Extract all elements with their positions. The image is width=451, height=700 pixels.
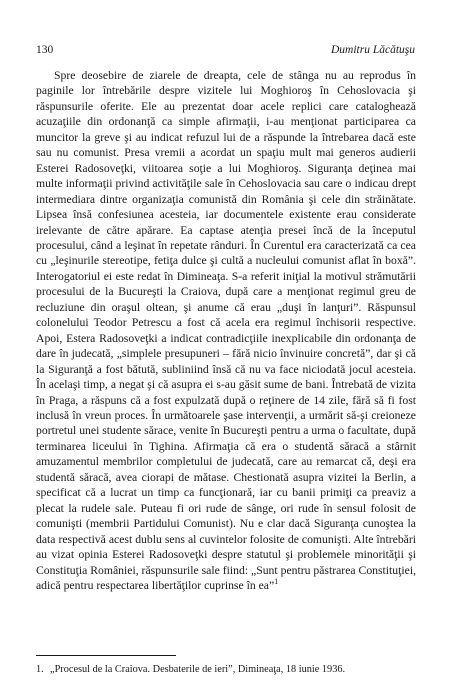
footnote-text: „Procesul de la Craiova. Desbaterile de ieri”, Dimineaţa, 18 iunie 1936. [50, 664, 346, 675]
footnote-divider [36, 655, 176, 656]
footnote-number: 1. [36, 664, 44, 675]
page-header [36, 43, 415, 57]
footnote [36, 663, 416, 676]
page-number: 130 [36, 44, 54, 56]
running-head-author: Dumitru Lăcătuşu [330, 44, 415, 56]
footnote-reference: 1 [274, 577, 279, 587]
paragraph [36, 68, 416, 593]
main-text [36, 68, 416, 593]
paragraph-text: Spre deosebire de ziarele de dreapta, cele de stânga nu au reprodus în paginile lor întrebările despre vizitele lui Moghioroş în Cehoslovacia şi răspunsurile oferite. Ele au prezentat doar acele replici care cataloghează acuzaţiile din ordonanţă ca simple afirmaţii, i-au menţionat participarea ca muncitor la greve şi au indicat refuzul lui de a răspunde la întrebarea dacă este sau nu comunist. Presa vremii a acordat un spaţiu mult mai generos audierii Esterei Radosoveţki, viitoarea soţie a lui Moghioroş. Siguranţa deţinea mai multe informaţii privind activităţile sale în Cehoslovacia sau care o indicau drept intermediara dintre organizaţia comunistă din România şi cele din străinătate. Lipsea însă confesiunea acesteia, iar documentele existente erau considerate irelevante de către apărare. Ea captase atenţia presei încă de la începutul procesului, când a leşinat în repetate rânduri. În Curentul era caracterizată ca cea cu „leşinurile stereotipe, fetiţa dulce şi cultă a nucleului comunist aflat în boxă”. Interogatoriul ei este redat în Dimineaţa. S-a referit iniţial la motivul strămutării procesului de la Bucureşti la Craiova, după care a menţionat regimul greu de recluziune din oraşul oltean, şi anume că erau „duşi în lanţuri”. Răspunsul colonelului Teodor Petrescu a fost că acela era regimul închisorii respective. Apoi, Estera Radosoveţki a indicat contradicţiile inexplicabile din ordonanţa de dare în judecată, „simplele presupuneri – fără nicio învinuire concretă”, dar şi că la Siguranţă a fost bătută, subliniind însă că nu va face niciodată jocul acesteia. În acelaşi timp, a negat şi că asupra ei s-au găsit sume de bani. Întrebată de vizita în Praga, a răspuns că a fost expulzată după o reţinere de 14 zile, fără să fi fost inclusă în vreun proces. În următoarele şase intervenţii, a urmărit să-şi creioneze portretul unei studente sărace, venite în Bucureşti pentru a urma o facultate, după terminarea liceului în Tighina. Afirmaţia că era o studentă săracă a stârnit amuzamentul membrilor completului de judecată, care au remarcat că, deşi era studentă săracă, avea ciorapi de mătase. Chestionată asupra vizitei la Berlin, a specificat că a lucrat un timp ca funcţionară, iar cu banii primiţi ca preaviz a plecat la rudele sale. Puteau fi ori rude de sânge, ori rude în sensul folosit de comunişti (membrii Partidului Comunist). Nu e clar dacă Siguranţa cunoştea la data respectivă acest dublu sens al cuvintelor folosite de comunişti. Alte întrebări au vizat opinia Esterei Radosoveţki despre statutul şi problemele minorităţii şi Constituţia României, răspunsurile sale fiind: „Sunt pentru păstrarea Constituţiei, adică pentru respectarea libertăţilor cuprinse în ea” [36, 69, 416, 592]
